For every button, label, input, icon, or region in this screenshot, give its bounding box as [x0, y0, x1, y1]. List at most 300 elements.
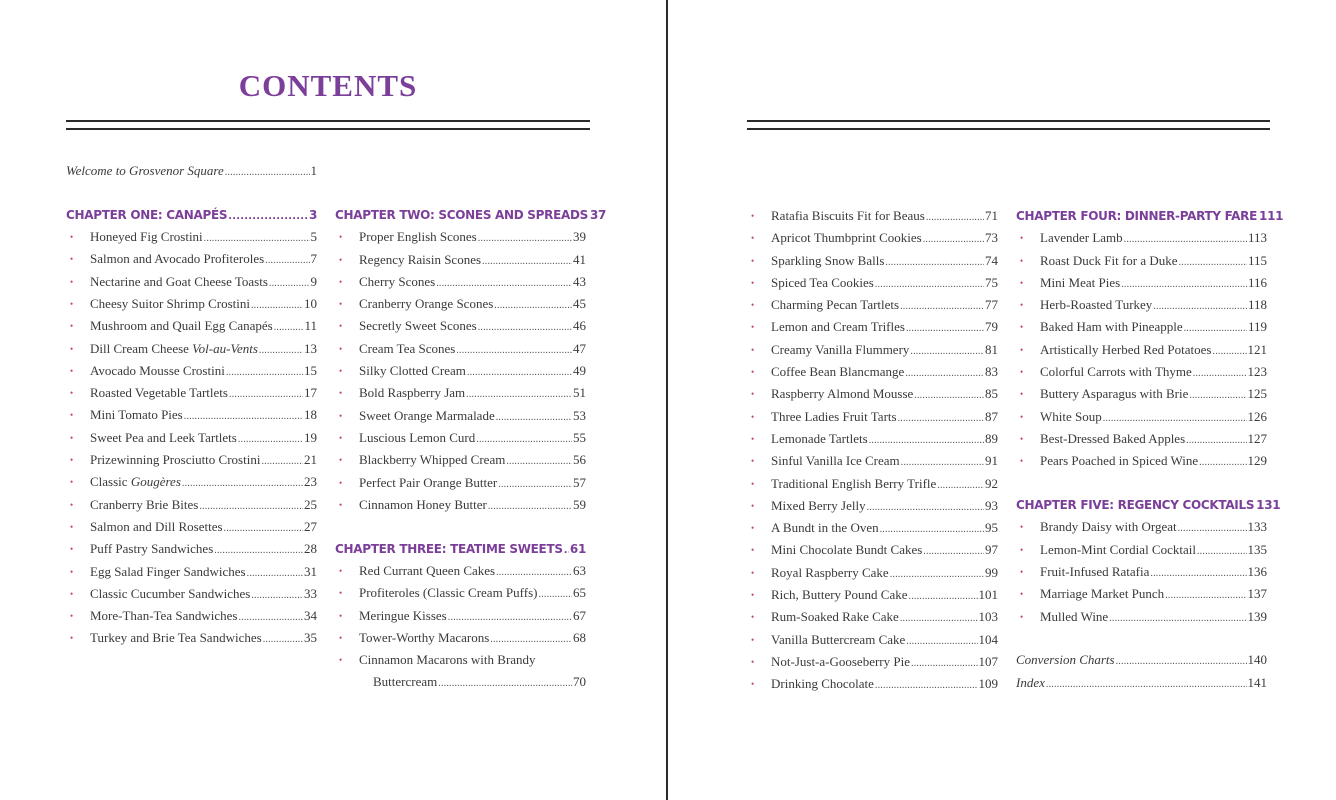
page-number: 13 — [304, 340, 317, 356]
recipe-entry[interactable] — [66, 516, 317, 538]
page-number: 3 — [308, 207, 317, 222]
bullet-icon: • — [751, 255, 755, 266]
page-number: 104 — [978, 631, 998, 647]
back-matter-entry[interactable] — [1016, 649, 1267, 671]
bullet-icon: • — [751, 523, 755, 534]
entry-title: Salmon and Avocado Profiteroles — [90, 251, 265, 267]
recipe-entry[interactable] — [335, 360, 586, 382]
page-number: 91 — [985, 453, 998, 469]
dot-leader — [1189, 385, 1246, 407]
entry-title: Classic Cucumber Sandwiches — [90, 585, 251, 601]
dot-leader — [251, 295, 303, 317]
page-number: 21 — [304, 452, 317, 468]
recipe-entry[interactable] — [747, 539, 998, 561]
page-number: 113 — [1247, 230, 1267, 246]
dot-leader — [911, 653, 978, 675]
page-number: 126 — [1247, 408, 1267, 424]
right-page — [669, 0, 1336, 800]
page-number: 35 — [304, 630, 317, 646]
page-number: 67 — [573, 607, 586, 623]
bullet-icon: • — [70, 455, 74, 466]
recipe-entry[interactable] — [1016, 250, 1267, 272]
recipe-entry[interactable] — [747, 450, 998, 472]
bullet-icon: • — [70, 566, 74, 577]
dot-leader — [906, 318, 984, 340]
bullet-icon: • — [1020, 277, 1024, 288]
bullet-icon: • — [751, 300, 755, 311]
entry-title: Puff Pastry Sandwiches — [90, 541, 214, 557]
page-number: 37 — [589, 208, 607, 222]
recipe-entry[interactable] — [335, 427, 586, 449]
bullet-icon: • — [339, 254, 343, 265]
dot-leader — [251, 585, 303, 607]
dot-leader — [1121, 274, 1247, 296]
recipe-entry[interactable] — [66, 404, 317, 426]
dot-leader — [482, 251, 572, 273]
recipe-entry[interactable] — [66, 293, 317, 315]
entry-title: Mini Meat Pies — [1040, 274, 1121, 290]
dot-leader — [506, 451, 572, 473]
dot-leader — [869, 430, 984, 452]
bullet-icon: • — [1020, 566, 1024, 577]
recipe-entry[interactable] — [66, 427, 317, 449]
recipe-entry[interactable] — [335, 315, 586, 337]
dot-leader — [1213, 341, 1247, 363]
recipe-entry[interactable] — [1016, 294, 1267, 316]
page-number: 70 — [573, 674, 586, 690]
entry-title: Cherry Scones — [359, 273, 436, 289]
page-number: 9 — [310, 273, 317, 289]
page-number: 116 — [1247, 274, 1267, 290]
bullet-icon: • — [751, 456, 755, 467]
page-number: 125 — [1247, 386, 1267, 402]
dot-leader — [1178, 518, 1247, 540]
entry-title: Prizewinning Prosciutto Crostini — [90, 452, 261, 468]
entry-title — [90, 471, 181, 493]
bullet-icon: • — [339, 388, 343, 399]
recipe-entry[interactable] — [66, 605, 317, 627]
recipe-entry[interactable] — [66, 248, 317, 270]
recipe-entry[interactable] — [66, 360, 317, 382]
recipe-entry[interactable] — [335, 249, 586, 271]
recipe-entry[interactable] — [1016, 272, 1267, 294]
bullet-icon: • — [1020, 389, 1024, 400]
entry-title: Bold Raspberry Jam — [359, 385, 466, 401]
page-number: 83 — [985, 364, 998, 380]
recipe-entry[interactable] — [335, 649, 586, 671]
recipe-entry[interactable] — [1016, 383, 1267, 405]
entry-title: Sweet Orange Marmalade — [359, 407, 495, 423]
entry-title: Sinful Vanilla Ice Cream — [771, 453, 900, 469]
dot-leader — [269, 273, 310, 295]
bullet-icon: • — [70, 499, 74, 510]
recipe-entry[interactable] — [66, 271, 317, 293]
page-number: 68 — [573, 629, 586, 645]
page-number: 141 — [1247, 674, 1267, 690]
page-number: 59 — [573, 496, 586, 512]
entry-title: Lemon and Cream Trifles — [771, 319, 905, 335]
recipe-entry[interactable] — [747, 406, 998, 428]
recipe-entry[interactable] — [1016, 516, 1267, 538]
page-number: 123 — [1247, 364, 1267, 380]
entry-title: Mulled Wine — [1040, 608, 1109, 624]
recipe-entry[interactable] — [66, 338, 317, 360]
entry-title: Not-Just-a-Gooseberry Pie — [771, 653, 910, 669]
entry-title: Turkey and Brie Tea Sandwiches — [90, 630, 262, 646]
recipe-entry[interactable] — [66, 226, 317, 248]
recipe-entry[interactable] — [66, 471, 317, 493]
page-number: 46 — [573, 318, 586, 334]
entry-title: Cheesy Suitor Shrimp Crostini — [90, 295, 250, 311]
bullet-icon: • — [70, 298, 74, 309]
recipe-entry[interactable] — [747, 339, 998, 361]
bullet-icon: • — [339, 321, 343, 332]
chapter-heading[interactable] — [335, 204, 607, 226]
bullet-icon: • — [751, 500, 755, 511]
entry-title: Cranberry Brie Bites — [90, 496, 199, 512]
bullet-icon: • — [70, 343, 74, 354]
bullet-icon: • — [70, 365, 74, 376]
page-number: 33 — [304, 585, 317, 601]
page-number: 111 — [1259, 209, 1284, 223]
dot-leader — [910, 341, 984, 363]
page-number: 97 — [985, 542, 998, 558]
recipe-entry[interactable] — [1016, 361, 1267, 383]
entry-title-italic: Vol-au-Vents — [192, 340, 258, 356]
dot-leader — [238, 429, 303, 451]
bullet-icon: • — [70, 232, 74, 243]
recipe-entry[interactable] — [66, 561, 317, 583]
recipe-entry[interactable] — [335, 293, 586, 315]
entry-title: Rum-Soaked Rake Cake — [771, 609, 899, 625]
bullet-icon: • — [70, 410, 74, 421]
recipe-entry[interactable] — [335, 627, 586, 649]
page-number: 5 — [310, 229, 317, 245]
page-number: 139 — [1247, 608, 1267, 624]
entry-title: Herb-Roasted Turkey — [1040, 297, 1153, 313]
page-number: 99 — [985, 564, 998, 580]
chapter-heading[interactable] — [1016, 494, 1281, 516]
recipe-entry[interactable] — [66, 583, 317, 605]
recipe-entry[interactable] — [747, 517, 998, 539]
page-number: 47 — [573, 340, 586, 356]
page-number: 27 — [304, 518, 317, 534]
entry-title-italic: Gougères — [130, 474, 181, 490]
entry-title: Mini Tomato Pies — [90, 407, 183, 423]
entry-title: CHAPTER FIVE: REGENCY COCKTAILS — [1016, 498, 1255, 513]
entry-title: Honeyed Fig Crostini — [90, 229, 203, 245]
recipe-entry[interactable] — [747, 383, 998, 405]
page-number: 136 — [1247, 563, 1267, 579]
page-number: 93 — [985, 497, 998, 513]
recipe-entry[interactable] — [335, 271, 586, 293]
page-number: 92 — [985, 475, 998, 491]
recipe-entry[interactable] — [1016, 561, 1267, 583]
recipe-entry[interactable] — [335, 494, 586, 516]
recipe-entry[interactable] — [747, 673, 998, 695]
page-number: 73 — [985, 230, 998, 246]
page-number: 43 — [573, 273, 586, 289]
dot-leader — [905, 363, 984, 385]
recipe-entry[interactable] — [747, 294, 998, 316]
entry-title: Buttery Asparagus with Brie — [1040, 386, 1189, 402]
entry-title: Vanilla Buttercream Cake — [771, 631, 906, 647]
bullet-icon: • — [339, 299, 343, 310]
page-number: 7 — [310, 251, 317, 267]
back-matter-entry[interactable] — [1016, 672, 1267, 694]
recipe-entry[interactable] — [747, 428, 998, 450]
recipe-entry[interactable] — [1016, 406, 1267, 428]
bullet-icon: • — [1020, 433, 1024, 444]
bullet-icon: • — [339, 610, 343, 621]
entry-title-text: Dill Cream Cheese — [90, 340, 193, 356]
entry-title — [90, 338, 258, 360]
entry-title: Ratafia Biscuits Fit for Beaus — [771, 208, 925, 223]
recipe-entry[interactable] — [1016, 450, 1267, 472]
chapter-heading[interactable] — [1016, 205, 1284, 227]
page-number: 51 — [573, 385, 586, 401]
recipe-entry[interactable] — [747, 272, 998, 294]
entry-title: Meringue Kisses — [359, 607, 447, 623]
dot-leader — [1199, 452, 1246, 474]
entry-title: Secretly Sweet Scones — [359, 318, 477, 334]
recipe-entry[interactable] — [335, 560, 586, 582]
entry-title: Blackberry Whipped Cream — [359, 452, 506, 468]
bullet-icon: • — [1020, 300, 1024, 311]
entry-title: Lemonade Tartlets — [771, 430, 868, 446]
chapter-heading[interactable] — [66, 204, 317, 226]
entry-title: Drinking Chocolate — [771, 676, 874, 692]
entry-title: Three Ladies Fruit Tarts — [771, 408, 897, 424]
recipe-entry[interactable] — [747, 361, 998, 383]
recipe-entry[interactable] — [747, 250, 998, 272]
bullet-icon: • — [339, 232, 343, 243]
bullet-icon: • — [339, 588, 343, 599]
toc-entry-welcome[interactable] — [66, 160, 317, 182]
dot-leader — [875, 274, 984, 296]
page-number: 1 — [310, 163, 317, 178]
entry-title: Marriage Market Punch — [1040, 586, 1165, 602]
dot-leader — [900, 296, 984, 318]
dot-leader — [1197, 541, 1247, 563]
bullet-icon: • — [339, 432, 343, 443]
chapter-heading[interactable] — [335, 538, 586, 560]
page-number: 45 — [573, 296, 586, 312]
entry-title: Sparkling Snow Balls — [771, 252, 885, 268]
dot-leader — [478, 317, 572, 339]
bullet-icon: • — [1020, 322, 1024, 333]
entry-title: CHAPTER THREE: TEATIME SWEETS — [335, 541, 563, 556]
page-number: 87 — [985, 408, 998, 424]
entry-title: Luscious Lemon Curd — [359, 429, 476, 445]
recipe-entry[interactable] — [747, 495, 998, 517]
recipe-entry[interactable] — [747, 606, 998, 628]
entry-title: Buttercream — [373, 674, 438, 690]
recipe-entry[interactable] — [747, 629, 998, 651]
dot-leader — [263, 629, 303, 651]
recipe-entry[interactable] — [66, 315, 317, 337]
dot-leader — [1046, 674, 1247, 696]
recipe-entry[interactable] — [1016, 583, 1267, 605]
page-number: 81 — [985, 341, 998, 357]
bullet-icon: • — [751, 612, 755, 623]
bullet-icon: • — [339, 455, 343, 466]
recipe-entry[interactable] — [747, 316, 998, 338]
dot-leader — [1150, 563, 1246, 585]
recipe-entry[interactable] — [66, 494, 317, 516]
recipe-entry[interactable] — [747, 473, 998, 495]
entry-title: Cranberry Orange Scones — [359, 296, 494, 312]
bullet-icon: • — [70, 521, 74, 532]
entry-title: More-Than-Tea Sandwiches — [90, 608, 238, 624]
recipe-entry[interactable] — [1016, 339, 1267, 361]
page-number: 18 — [304, 407, 317, 423]
dot-leader — [914, 385, 984, 407]
entry-title: Lemon-Mint Cordial Cocktail — [1040, 541, 1196, 557]
recipe-entry[interactable] — [1016, 539, 1267, 561]
bullet-icon: • — [1020, 522, 1024, 533]
page-number: 121 — [1247, 341, 1267, 357]
page-number: 135 — [1247, 541, 1267, 557]
dot-leader — [438, 673, 572, 695]
bullet-icon: • — [70, 588, 74, 599]
page-number: 63 — [573, 562, 586, 578]
page-number: 115 — [1247, 252, 1267, 268]
dot-leader — [498, 474, 572, 496]
bullet-icon: • — [1020, 589, 1024, 600]
bullet-icon: • — [70, 276, 74, 287]
toc-column-4 — [1016, 205, 1284, 694]
dot-leader — [1116, 651, 1247, 673]
page-number: 31 — [304, 563, 317, 579]
entry-title: Conversion Charts — [1016, 652, 1115, 668]
entry-title: Index — [1016, 674, 1045, 690]
page-number: 49 — [573, 363, 586, 379]
dot-leader — [488, 496, 572, 518]
page-number: 41 — [573, 251, 586, 267]
bullet-icon: • — [339, 499, 343, 510]
dot-leader — [1184, 318, 1247, 340]
recipe-entry[interactable] — [335, 226, 586, 248]
dot-leader — [182, 473, 303, 495]
entry-title: A Bundt in the Oven — [771, 520, 879, 536]
bullet-icon: • — [339, 366, 343, 377]
recipe-entry[interactable] — [747, 584, 998, 606]
recipe-entry[interactable] — [335, 449, 586, 471]
recipe-entry[interactable] — [747, 651, 998, 673]
recipe-entry[interactable] — [747, 227, 998, 249]
title-rule — [66, 120, 590, 130]
bullet-icon: • — [751, 433, 755, 444]
bullet-icon: • — [70, 544, 74, 555]
dot-leader — [184, 406, 303, 428]
page-number: 19 — [304, 429, 317, 445]
dot-leader — [226, 362, 303, 384]
recipe-entry-continued[interactable] — [335, 671, 586, 693]
recipe-entry[interactable] — [66, 449, 317, 471]
entry-title: CHAPTER ONE: CANAPÉS — [66, 207, 228, 222]
page-number: 17 — [304, 385, 317, 401]
recipe-entry[interactable] — [335, 605, 586, 627]
bullet-icon: • — [70, 321, 74, 332]
dot-leader — [496, 562, 572, 584]
bullet-icon: • — [1020, 456, 1024, 467]
entry-title: Profiteroles (Classic Cream Puffs) — [359, 585, 538, 601]
dot-leader — [467, 362, 572, 384]
dot-leader — [214, 540, 303, 562]
title-rule-right — [747, 120, 1270, 130]
recipe-entry[interactable] — [335, 405, 586, 427]
page-number: 101 — [978, 587, 998, 603]
left-page — [0, 0, 667, 800]
bullet-icon: • — [751, 344, 755, 355]
page-number: 15 — [304, 362, 317, 378]
page-number: 65 — [573, 585, 586, 601]
page-number: 57 — [573, 474, 586, 490]
recipe-entry[interactable] — [747, 562, 998, 584]
dot-leader — [1103, 408, 1247, 430]
bullet-icon: • — [70, 388, 74, 399]
toc-column-2 — [335, 204, 607, 694]
bullet-icon: • — [339, 655, 343, 666]
recipe-entry[interactable] — [335, 382, 586, 404]
toc-column-3 — [747, 205, 998, 696]
dot-leader — [259, 340, 303, 362]
bullet-icon: • — [70, 477, 74, 488]
bullet-icon: • — [751, 679, 755, 690]
dot-leader — [225, 162, 310, 184]
recipe-entry[interactable] — [335, 338, 586, 360]
dot-leader — [436, 273, 572, 295]
bullet-icon: • — [751, 277, 755, 288]
dot-leader — [1153, 296, 1247, 318]
recipe-entry[interactable] — [335, 582, 586, 604]
page-number: 127 — [1247, 430, 1267, 446]
dot-leader — [265, 250, 309, 272]
page-number: 61 — [569, 541, 586, 556]
bullet-icon: • — [339, 632, 343, 643]
recipe-entry[interactable] — [747, 205, 998, 227]
page-number: 74 — [985, 252, 998, 268]
page-number: 119 — [1247, 319, 1267, 335]
dot-leader — [247, 563, 303, 585]
recipe-entry[interactable] — [1016, 227, 1267, 249]
recipe-entry[interactable] — [66, 382, 317, 404]
entry-title: Mini Chocolate Bundt Cakes — [771, 542, 923, 558]
page-number: 28 — [304, 541, 317, 557]
bullet-icon: • — [1020, 367, 1024, 378]
page-number: 133 — [1247, 519, 1267, 535]
dot-leader — [906, 631, 977, 653]
recipe-entry[interactable] — [1016, 606, 1267, 628]
dot-leader — [538, 584, 572, 606]
recipe-entry[interactable] — [66, 538, 317, 560]
bullet-icon: • — [1020, 611, 1024, 622]
recipe-entry[interactable] — [1016, 316, 1267, 338]
entry-title: CHAPTER TWO: SCONES AND SPREADS — [335, 208, 588, 222]
recipe-entry[interactable] — [1016, 428, 1267, 450]
entry-title: Royal Raspberry Cake — [771, 564, 889, 580]
bullet-icon: • — [1020, 411, 1024, 422]
bullet-icon: • — [70, 633, 74, 644]
recipe-entry[interactable] — [66, 627, 317, 649]
bullet-icon: • — [1020, 544, 1024, 555]
recipe-entry[interactable] — [335, 472, 586, 494]
bullet-icon: • — [339, 410, 343, 421]
entry-title: Tower-Worthy Macarons — [359, 629, 490, 645]
entry-title: Cream Tea Scones — [359, 340, 456, 356]
page-number: 25 — [304, 496, 317, 512]
